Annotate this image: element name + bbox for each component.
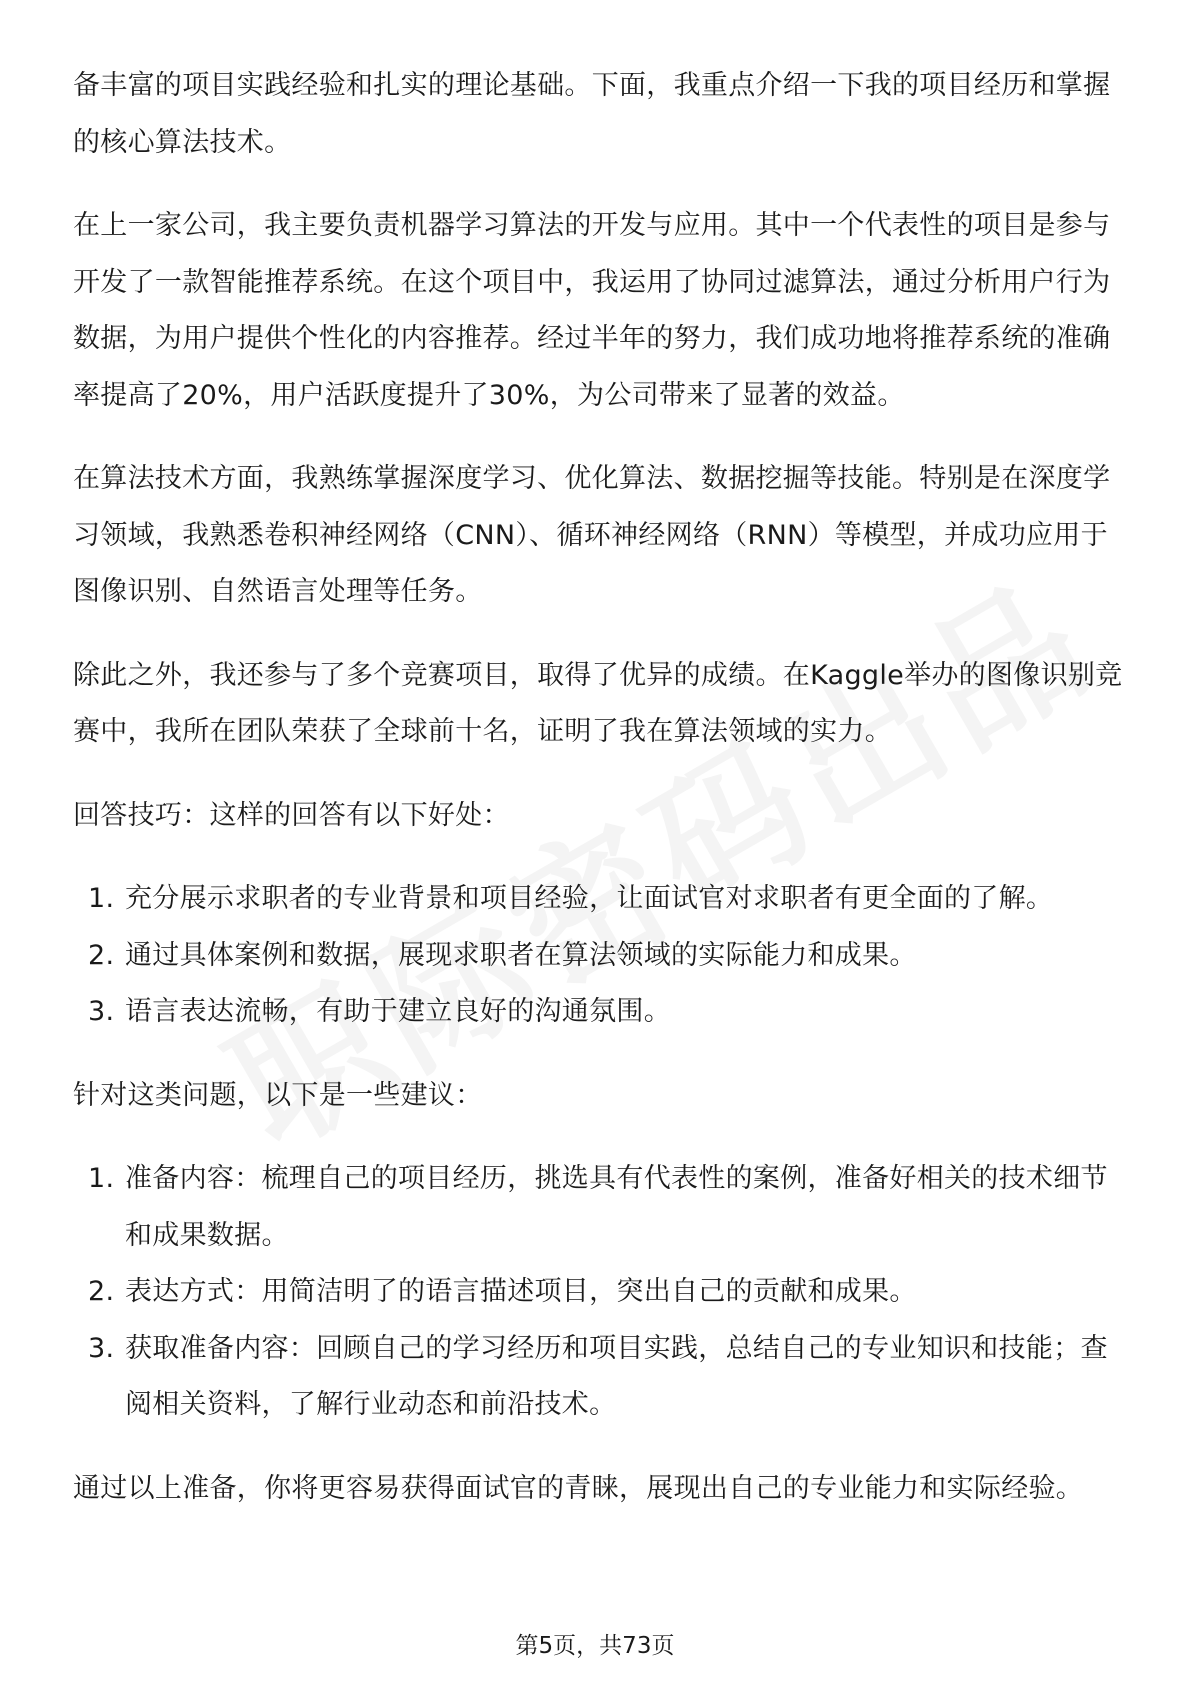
suggestions-list xyxy=(73,1151,1123,1434)
paragraph-project-experience: 在上一家公司，我主要负责机器学习算法的开发与应用。其中一个代表性的项目是参与开发了一款智能推荐系统。在这个项目中，我运用了协同过滤算法，通过分析用户行为数据，为用户提供个性化的内容推荐。经过半年的努力，我们成功地将推荐系统的准确率提高了20%，用户活跃度提升了30%，为公司带来了显著的效益。 xyxy=(73,210,1111,411)
benefits-list xyxy=(73,871,1123,1041)
paragraph-suggestions-heading: 针对这类问题，以下是一些建议： xyxy=(73,1079,483,1111)
paragraph-intro-continued: 备丰富的项目实践经验和扎实的理论基础。下面，我重点介绍一下我的项目经历和掌握的核心算法技术。 xyxy=(73,70,1111,158)
list-item-text: 通过具体案例和数据，展现求职者在算法领域的实际能力和成果。 xyxy=(125,939,917,971)
list-item xyxy=(73,1264,1123,1321)
list-item-text: 表达方式：用简洁明了的语言描述项目，突出自己的贡献和成果。 xyxy=(125,1276,917,1307)
list-item xyxy=(73,1151,1123,1264)
list-item xyxy=(73,1321,1123,1434)
page-number-footer: 第5页，共73页 xyxy=(515,1633,675,1659)
list-item xyxy=(73,928,1123,985)
list-item-number: 1. xyxy=(88,883,115,914)
document-body xyxy=(73,58,1123,1544)
list-item-number: 3. xyxy=(88,1332,115,1364)
list-item-text: 充分展示求职者的专业背景和项目经验，让面试官对求职者有更全面的了解。 xyxy=(125,883,1054,914)
list-item-text: 准备内容：梳理自己的项目经历，挑选具有代表性的案例，准备好相关的技术细节和成果数据。 xyxy=(125,1163,1108,1251)
list-item-number: 1. xyxy=(88,1163,115,1194)
list-item-text: 语言表达流畅，有助于建立良好的沟通氛围。 xyxy=(125,996,671,1027)
list-item-text: 获取准备内容：回顾自己的学习经历和项目实践，总结自己的专业知识和技能；查阅相关资料，了解行业动态和前沿技术。 xyxy=(125,1332,1108,1420)
paragraph-answer-tips-heading: 回答技巧：这样的回答有以下好处： xyxy=(73,799,510,831)
paragraph-conclusion: 通过以上准备，你将更容易获得面试官的青睐，展现出自己的专业能力和实际经验。 xyxy=(73,1472,1084,1504)
list-item-number: 3. xyxy=(88,996,115,1027)
list-item-number: 2. xyxy=(88,1276,115,1307)
list-item xyxy=(73,984,1123,1041)
paragraph-competitions: 除此之外，我还参与了多个竞赛项目，取得了优异的成绩。在Kaggle举办的图像识别竞赛中，我所在团队荣获了全球前十名，证明了我在算法领域的实力。 xyxy=(73,659,1123,747)
list-item xyxy=(73,871,1123,928)
paragraph-algorithm-skills: 在算法技术方面，我熟练掌握深度学习、优化算法、数据挖掘等技能。特别是在深度学习领域，我熟悉卷积神经网络（CNN）、循环神经网络（RNN）等模型，并成功应用于图像识别、自然语言处理等任务。 xyxy=(73,463,1111,607)
list-item-number: 2. xyxy=(88,939,115,971)
